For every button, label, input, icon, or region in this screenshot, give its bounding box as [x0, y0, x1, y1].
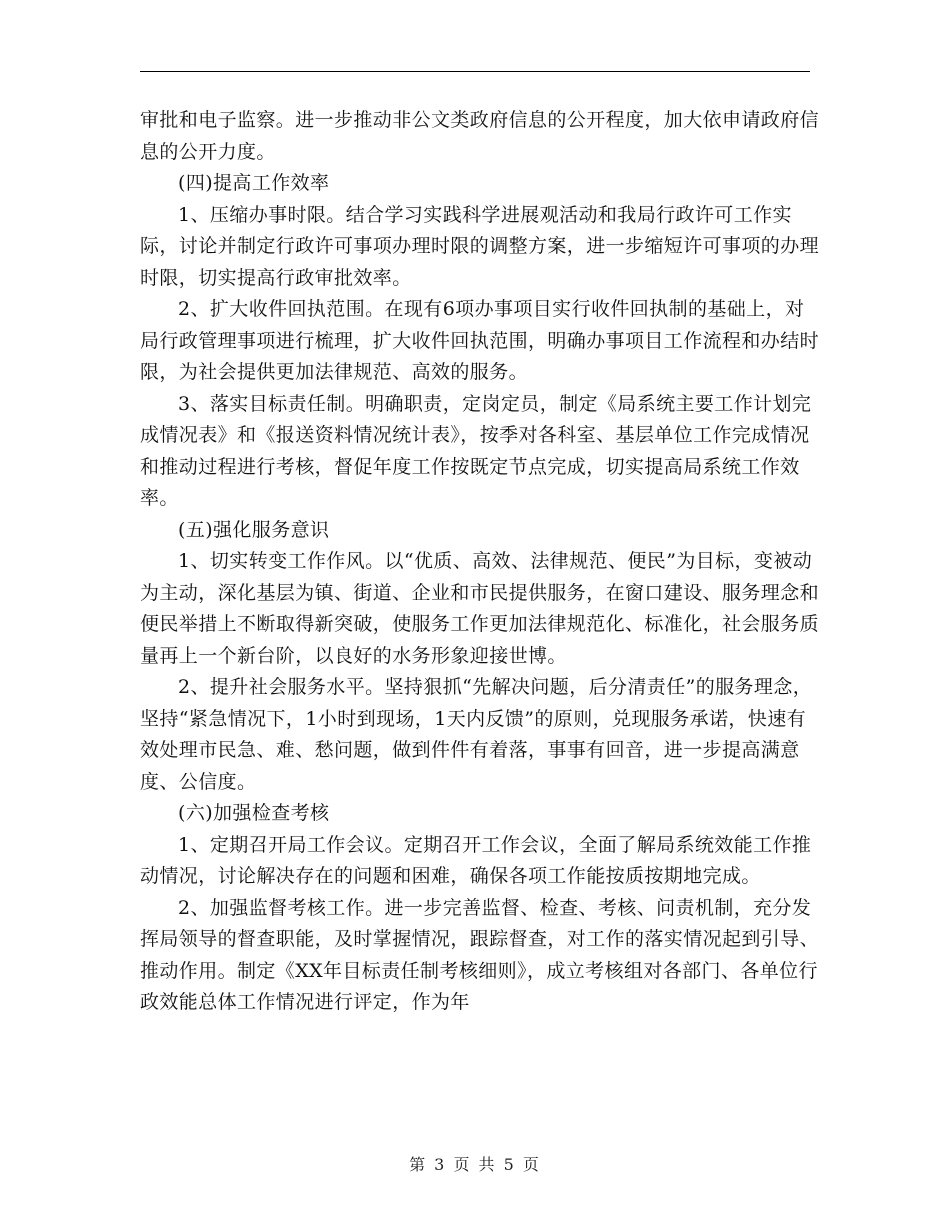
- paragraph-body: 1、定期召开局工作会议。定期召开工作会议，全面了解局系统效能工作推动情况，讨论解决存在的问题和困难，确保各项工作能按质按期地完成。: [140, 833, 812, 887]
- paragraph-body: 1、切实转变工作作风。以“优质、高效、法律规范、便民”为目标，变被动为主动，深化基层为镇、街道、企业和市民提供服务，在窗口建设、服务理念和便民举措上不断取得新突破，使服务工作更加法律规范化、标准化，社会服务质量再上一个新台阶，以良好的水务形象迎接世博。: [140, 550, 820, 667]
- paragraph-body: 1、压缩办事时限。结合学习实践科学进展观活动和我局行政许可工作实际，讨论并制定行政许可事项办理时限的调整方案，进一步缩短许可事项的办理时限，切实提高行政审批效率。: [140, 203, 820, 289]
- paragraph-body: 2、扩大收件回执范围。在现有6项办事项目实行收件回执制的基础上，对局行政管理事项进行梳理，扩大收件回执范围，明确办事项目工作流程和办结时限，为社会提供更加法律规范、高效的服务。: [140, 298, 820, 383]
- section-heading-4: (四)提高工作效率: [178, 172, 330, 194]
- header-rule: [140, 71, 810, 72]
- paragraph-body: 2、提升社会服务水平。坚持狠抓“先解决问题，后分清责任”的服务理念，坚持“紧急情况下，1小时到现场，1天内反馈”的原则，兑现服务承诺，快速有效处理市民急、难、愁问题，做到件件有着落，事事有回音，进一步提高满意度、公信度。: [140, 676, 813, 793]
- document-body: [140, 105, 820, 1019]
- paragraph-body: 2、加强监督考核工作。进一步完善监督、检查、考核、问责机制，充分发挥局领导的督查职能，及时掌握情况，跟踪督查，对工作的落实情况起到引导、推动作用。制定《XX年目标责任制考核细则》，成立考核组对各部门、各单位行政效能总体工作情况进行评定，作为年: [140, 896, 820, 1013]
- paragraph-continuation: 审批和电子监察。进一步推动非公文类政府信息的公开程度，加大依申请政府信息的公开力度。: [140, 109, 820, 163]
- section-heading-6: (六)加强检查考核: [178, 802, 330, 824]
- paragraph-body: 3、落实目标责任制。明确职责，定岗定员，制定《局系统主要工作计划完成情况表》和《报送资料情况统计表》，按季对各科室、基层单位工作完成情况和推动过程进行考核，督促年度工作按既定节点完成，切实提高局系统工作效率。: [140, 392, 812, 509]
- section-heading-5: (五)强化服务意识: [178, 518, 330, 541]
- page-number-footer: 第 3 页 共 5 页: [409, 1155, 541, 1174]
